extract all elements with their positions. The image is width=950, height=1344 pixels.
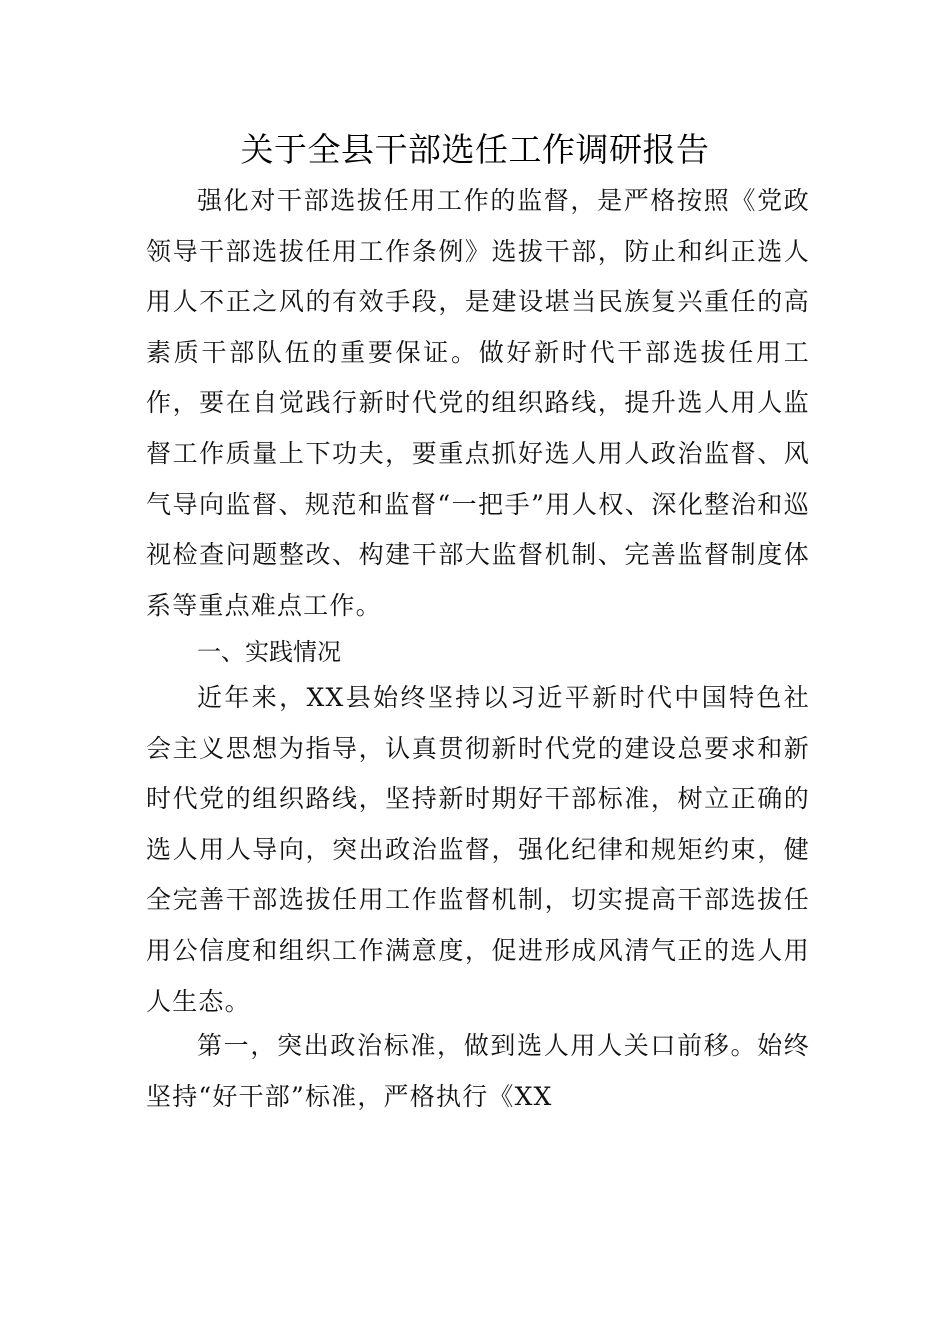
- intro-paragraph: 强化对干部选拔任用工作的监督，是严格按照《党政领导干部选拔任用工作条例》选拔干部，防止和纠正选人用人不正之风的有效手段，是建设堪当民族复兴重任的高素质干部队伍的重要保证。做好新时代干部选拔任用工作，要在自觉践行新时代党的组织路线，提升选人用人监督工作质量上下功夫，要重点抓好选人用人政治监督、风气导向监督、规范和监督“一把手”用人权、深化整治和巡视检查问题整改、构建干部大监督机制、完善监督制度体系等重点难点工作。: [146, 186, 810, 620]
- practice-paragraph: 近年来，XX县始终坚持以习近平新时代中国特色社会主义思想为指导，认真贯彻新时代党的建设总要求和新时代党的组织路线，坚持新时期好干部标准，树立正确的选人用人导向，突出政治监督，强化纪律和规矩约束，健全完善干部选拔任用工作监督机制，切实提高干部选拔任用公信度和组织工作满意度，促进形成风清气正的选人用人生态。: [146, 683, 810, 1016]
- first-point-paragraph: 第一，突出政治标准，做到选人用人关口前移。始终坚持“好干部”标准，严格执行《XX: [146, 1031, 810, 1111]
- section-heading: 一、实践情况: [197, 638, 341, 666]
- document-title: 关于全县干部选任工作调研报告: [240, 130, 710, 169]
